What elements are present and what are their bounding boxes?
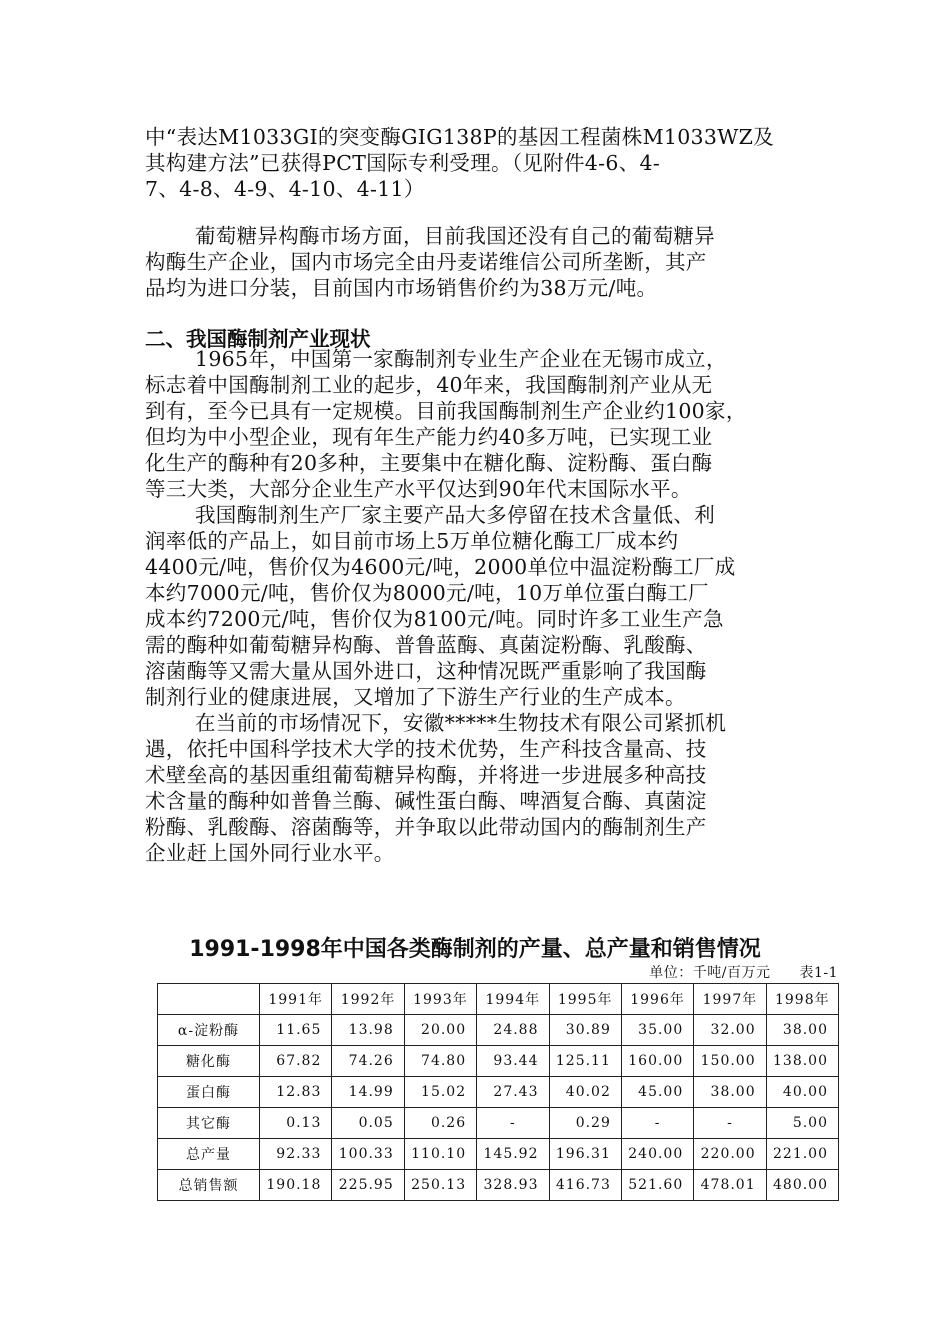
text-line: 到有，至今已具有一定规模。目前我国酶制剂生产企业约100家， [145, 399, 747, 423]
header-cell-year: 1995年 [549, 984, 621, 1015]
table-cell: 145.92 [477, 1139, 549, 1170]
table-cell: 225.95 [332, 1170, 404, 1201]
table-cell: 160.00 [621, 1046, 693, 1077]
text-line: 术含量的酶种如普鲁兰酶、碱性蛋白酶、啤酒复合酶、真菌淀 [145, 789, 707, 813]
table-unit-note: 单位：千吨/百万元 表1-1 [649, 965, 838, 981]
text-line: 成本约7200元/吨，售价仅为8100元/吨。同时许多工业生产急 [145, 607, 724, 631]
row-label: 总销售额 [158, 1170, 260, 1201]
header-cell-year: 1996年 [621, 984, 693, 1015]
text-line: 遇，依托中国科学技术大学的技术优势，生产科技含量高、技 [145, 737, 707, 761]
table-cell: 67.82 [260, 1046, 332, 1077]
text-line: 构酶生产企业，国内市场完全由丹麦诺维信公司所垄断，其产 [145, 250, 707, 274]
row-label: 其它酶 [158, 1108, 260, 1139]
table-cell: 478.01 [694, 1170, 766, 1201]
text-line: 葡萄糖异构酶市场方面，目前我国还没有自己的葡萄糖异 [195, 224, 715, 248]
table-cell: 0.29 [549, 1108, 621, 1139]
text-line: 标志着中国酶制剂工业的起步，40年来，我国酶制剂产业从无 [145, 373, 713, 397]
table-cell: 0.13 [260, 1108, 332, 1139]
text-line: 1965年，中国第一家酶制剂专业生产企业在无锡市成立， [195, 347, 727, 371]
text-line: 企业赶上国外同行业水平。 [145, 841, 395, 865]
table-cell: 38.00 [766, 1015, 838, 1046]
paragraph-industry-history [145, 346, 820, 502]
table-cell: 40.02 [549, 1077, 621, 1108]
section-heading: 二、我国酶制剂产业现状 [145, 327, 371, 351]
table-row [158, 1170, 839, 1201]
table-cell: 38.00 [694, 1077, 766, 1108]
text-line: 需的酶种如葡萄糖异构酶、普鲁蓝酶、真菌淀粉酶、乳酸酶、 [145, 633, 707, 657]
header-cell-year: 1997年 [694, 984, 766, 1015]
table-title: 1991-1998年中国各类酶制剂的产量、总产量和销售情况 [189, 937, 761, 962]
text-line: 在当前的市场情况下，安徽*****生物技术有限公司紧抓机 [195, 711, 727, 735]
header-cell-year: 1998年 [766, 984, 838, 1015]
table-row [158, 1108, 839, 1139]
table-cell: 12.83 [260, 1077, 332, 1108]
table-cell: 5.00 [766, 1108, 838, 1139]
table-cell: 220.00 [694, 1139, 766, 1170]
table-cell: 14.99 [332, 1077, 404, 1108]
table-cell: 221.00 [766, 1139, 838, 1170]
table-cell: 100.33 [332, 1139, 404, 1170]
text-line: 溶菌酶等又需大量从国外进口，这种情况既严重影响了我国酶 [145, 659, 707, 683]
table-cell: 27.43 [477, 1077, 549, 1108]
paragraph-market [145, 223, 820, 301]
table-header-row [158, 984, 839, 1015]
table-cell: 0.05 [332, 1108, 404, 1139]
table-cell: 93.44 [477, 1046, 549, 1077]
table-cell: 125.11 [549, 1046, 621, 1077]
table-row [158, 1046, 839, 1077]
table-row [158, 1077, 839, 1108]
table-cell: - [477, 1108, 549, 1139]
table-cell: 45.00 [621, 1077, 693, 1108]
text-line: 本约7000元/吨，售价仅为8000元/吨，10万单位蛋白酶工厂 [145, 581, 709, 605]
header-cell-empty [158, 984, 260, 1015]
text-line: 中“表达M1033GI的突变酶GIG138P的基因工程菌株M1033WZ及 [145, 125, 774, 149]
text-line: 我国酶制剂生产厂家主要产品大多停留在技术含量低、利 [195, 503, 715, 527]
header-cell-year: 1992年 [332, 984, 404, 1015]
header-cell-year: 1993年 [404, 984, 476, 1015]
table-cell: 40.00 [766, 1077, 838, 1108]
text-line: 润率低的产品上，如目前市场上5万单位糖化酶工厂成本约 [145, 529, 679, 553]
row-label: α-淀粉酶 [158, 1015, 260, 1046]
text-line: 但均为中小型企业，现有年生产能力约40多万吨，已实现工业 [145, 425, 713, 449]
table-cell: 416.73 [549, 1170, 621, 1201]
table-cell: 0.26 [404, 1108, 476, 1139]
header-cell-year: 1991年 [260, 984, 332, 1015]
table-cell: 74.26 [332, 1046, 404, 1077]
row-label: 蛋白酶 [158, 1077, 260, 1108]
table-cell: 150.00 [694, 1046, 766, 1077]
table-cell: 74.80 [404, 1046, 476, 1077]
table-row [158, 1139, 839, 1170]
text-line: 化生产的酶种有20多种，主要集中在糖化酶、淀粉酶、蛋白酶 [145, 451, 713, 475]
row-label: 糖化酶 [158, 1046, 260, 1077]
table-cell: 13.98 [332, 1015, 404, 1046]
text-line: 等三大类，大部分企业生产水平仅达到90年代末国际水平。 [145, 477, 692, 501]
table-cell: 20.00 [404, 1015, 476, 1046]
text-line: 4400元/吨，售价仅为4600元/吨，2000单位中温淀粉酶工厂成 [145, 555, 736, 579]
text-line: 其构建方法”已获得PCT国际专利受理。（见附件4-6、4- [145, 151, 661, 175]
table-cell: - [694, 1108, 766, 1139]
text-line: 品均为进口分装，目前国内市场销售价约为38万元/吨。 [145, 276, 658, 300]
table-cell: 240.00 [621, 1139, 693, 1170]
table-cell: 250.13 [404, 1170, 476, 1201]
table-cell: 24.88 [477, 1015, 549, 1046]
table-cell: 521.60 [621, 1170, 693, 1201]
table-cell: 32.00 [694, 1015, 766, 1046]
paragraph-costs [145, 502, 820, 710]
table-cell: 15.02 [404, 1077, 476, 1108]
paragraph-patent [145, 124, 820, 202]
table-cell: 35.00 [621, 1015, 693, 1046]
enzyme-production-table [157, 983, 839, 1201]
table-row [158, 1015, 839, 1046]
table-cell: 110.10 [404, 1139, 476, 1170]
table-cell: 480.00 [766, 1170, 838, 1201]
table-cell: - [621, 1108, 693, 1139]
table-cell: 92.33 [260, 1139, 332, 1170]
text-line: 制剂行业的健康进展，又增加了下游生产行业的生产成本。 [145, 685, 686, 709]
header-cell-year: 1994年 [477, 984, 549, 1015]
table-cell: 11.65 [260, 1015, 332, 1046]
text-line: 7、4-8、4-9、4-10、4-11） [145, 177, 425, 201]
text-line: 粉酶、乳酸酶、溶菌酶等，并争取以此带动国内的酶制剂生产 [145, 815, 707, 839]
table-cell: 138.00 [766, 1046, 838, 1077]
table-cell: 190.18 [260, 1170, 332, 1201]
text-line: 术壁垒高的基因重组葡萄糖异构酶，并将进一步进展多种高技 [145, 763, 707, 787]
row-label: 总产量 [158, 1139, 260, 1170]
table-cell: 30.89 [549, 1015, 621, 1046]
paragraph-company [145, 710, 820, 866]
table-cell: 196.31 [549, 1139, 621, 1170]
table-cell: 328.93 [477, 1170, 549, 1201]
